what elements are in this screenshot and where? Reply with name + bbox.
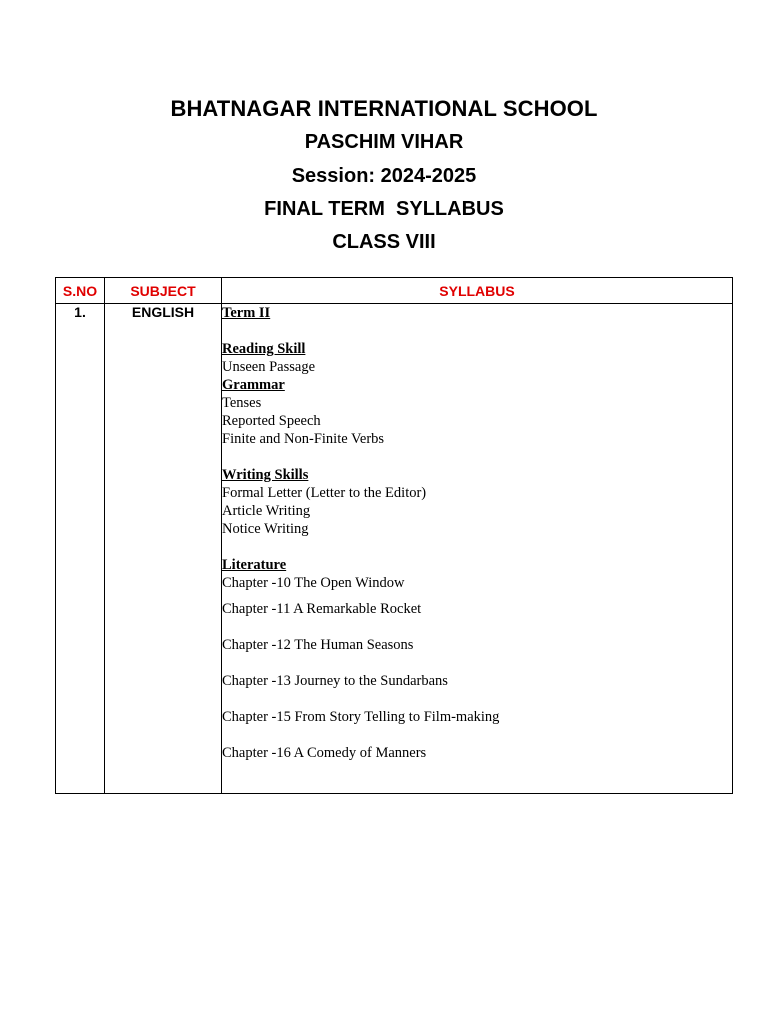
table-row (56, 304, 733, 794)
table-header-row (56, 278, 733, 304)
syllabus-table (55, 277, 733, 794)
reading-heading: Reading Skill (222, 341, 306, 357)
row-syllabus (222, 304, 733, 794)
row-sno: 1. (56, 304, 105, 794)
header-syllabus: SYLLABUS (222, 278, 733, 304)
chapter-item: Chapter -13 Journey to the Sundarbans (222, 673, 448, 689)
list-item: Unseen Passage (222, 359, 316, 375)
list-item: Notice Writing (222, 521, 309, 537)
list-item: Finite and Non-Finite Verbs (222, 431, 385, 447)
header-sno: S.NO (56, 278, 105, 304)
writing-heading: Writing Skills (222, 467, 309, 483)
chapter-item: Chapter -10 The Open Window (222, 575, 405, 591)
grammar-heading: Grammar (222, 377, 285, 393)
list-item: Reported Speech (222, 413, 321, 429)
header-subject: SUBJECT (105, 278, 222, 304)
list-item: Article Writing (222, 503, 311, 519)
school-name: BHATNAGAR INTERNATIONAL SCHOOL (170, 96, 598, 121)
list-item: Tenses (222, 395, 262, 411)
term-heading: Term II (222, 305, 271, 321)
chapter-item: Chapter -16 A Comedy of Manners (222, 745, 427, 761)
row-subject: ENGLISH (105, 304, 222, 794)
class-label: CLASS VIII (332, 231, 436, 253)
list-item: Formal Letter (Letter to the Editor) (222, 485, 427, 501)
session-label: Session: 2024-2025 (291, 165, 477, 187)
chapter-item: Chapter -12 The Human Seasons (222, 637, 414, 653)
branch-name: PASCHIM VIHAR (304, 131, 464, 153)
chapter-item: Chapter -11 A Remarkable Rocket (222, 601, 422, 617)
chapter-item: Chapter -15 From Story Telling to Film-making (222, 709, 500, 725)
syllabus-title: FINAL TERM SYLLABUS (264, 198, 504, 220)
literature-heading: Literature (222, 557, 287, 573)
